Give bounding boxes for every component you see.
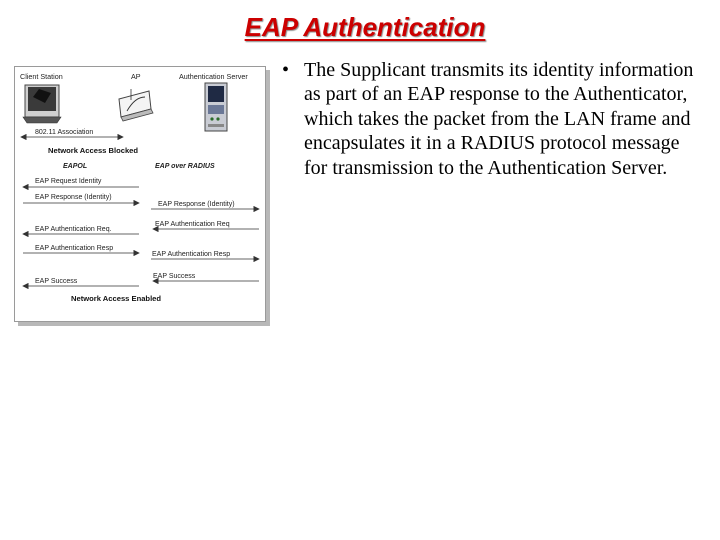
laptop-icon xyxy=(23,85,61,123)
client-station-label: Client Station xyxy=(20,72,63,81)
bullet-dot-icon: • xyxy=(282,59,290,81)
success-left-label: EAP Success xyxy=(35,278,78,285)
success-right-label: EAP Success xyxy=(153,273,196,280)
resp-identity-left-label: EAP Response (Identity) xyxy=(35,194,112,201)
eapol-label: EAPOL xyxy=(63,163,88,170)
req-identity-label: EAP Request Identity xyxy=(35,178,102,185)
auth-req-right-label: EAP Authentication Req xyxy=(155,221,230,228)
diagram-canvas xyxy=(15,67,265,321)
auth-resp-right-label: EAP Authentication Resp xyxy=(152,251,231,258)
auth-resp-left-label: EAP Authentication Resp xyxy=(35,245,114,252)
bullet-text: The Supplicant transmits its identity information as part of an EAP response to the Authenticator, which takes the packet from the LAN frame and encapsulates it in a RADIUS protocol message for transmission to the Authentication Server. xyxy=(304,59,694,179)
eap-sequence-diagram xyxy=(14,66,266,322)
server-icon xyxy=(205,83,227,131)
resp-identity-right-label: EAP Response (Identity) xyxy=(158,201,235,208)
ap-label: AP xyxy=(131,72,141,81)
slide-title: EAP Authentication xyxy=(244,12,486,42)
access-point-icon xyxy=(119,89,153,121)
association-label: 802.11 Association xyxy=(35,129,94,136)
authentication-server-label: Authentication Server xyxy=(179,72,248,81)
eap-over-radius-label: EAP over RADIUS xyxy=(155,163,215,170)
auth-req-left-label: EAP Authentication Req. xyxy=(35,226,112,233)
network-access-blocked-label: Network Access Blocked xyxy=(48,146,139,155)
bullet-list xyxy=(282,58,702,180)
bullet-item xyxy=(282,58,702,180)
network-access-enabled-label: Network Access Enabled xyxy=(71,294,162,303)
